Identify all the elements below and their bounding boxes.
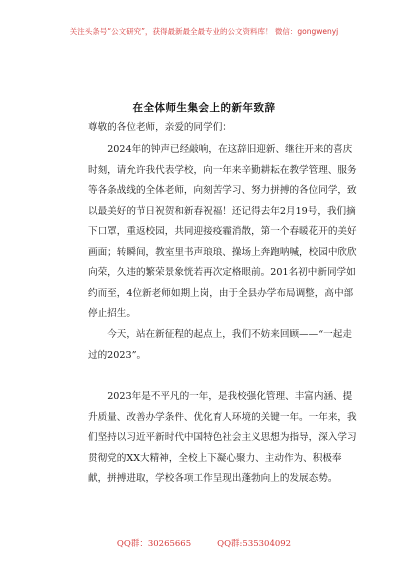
qq-footer	[0, 537, 408, 549]
promo-header-banner: 关注头条号“公文研究”，获得最新最全最专业的公文资料库！ 微信：gongwenyj	[69, 27, 339, 36]
paragraph-1	[88, 140, 360, 325]
document-title: 在全体师生集会上的新年致辞	[132, 102, 276, 114]
greeting-line: 尊敬的各位老师，亲爱的同学们：	[88, 122, 232, 133]
paragraph-3	[88, 387, 360, 490]
paragraph-1-text: 2024年的钟声已经敲响，在这辞旧迎新、继往开来的喜庆时刻，请允许我代表学校，向一年来辛勤耕耘在教学管理、服务等各条战线的全体老师，向刻苦学习、努力拼搏的各位同学，致以最美好的节日祝贺和新春祝福！还记得去年2月19号，我们摘下口罩，重返校园，共同迎接疫霾消散，第一个春暖花开的美好画面；转瞬间，教室里书声琅琅、操场上奔跑呐喊，校园中欣欣向荣，久违的繁荣景象恍若再次定格眼前。201名初中新同学如约而至，4位新老师如期上岗，由于全县办学布局调整，高中部停止招生。	[88, 144, 357, 319]
qq-group-2: QQ群:535304092	[217, 539, 292, 549]
paragraph-2	[88, 325, 360, 366]
qq-group-1: QQ群：30265665	[116, 539, 192, 549]
paragraph-3-text: 2023年是不平凡的一年，是我校强化管理、丰富内涵、提升质量、改善办学条件、优化育人环境的关键一年。一年来，我们坚持以习近平新时代中国特色社会主义思想为指导，深入学习贯彻党的XX大精神，全校上下凝心聚力、主动作为、积极奉献，拼搏进取，学校各项工作呈现出蓬勃向上的发展态势。	[88, 391, 357, 484]
paragraph-2-text: 今天，站在新征程的起点上，我们不妨来回顾——“一起走过的2023”。	[88, 329, 352, 361]
